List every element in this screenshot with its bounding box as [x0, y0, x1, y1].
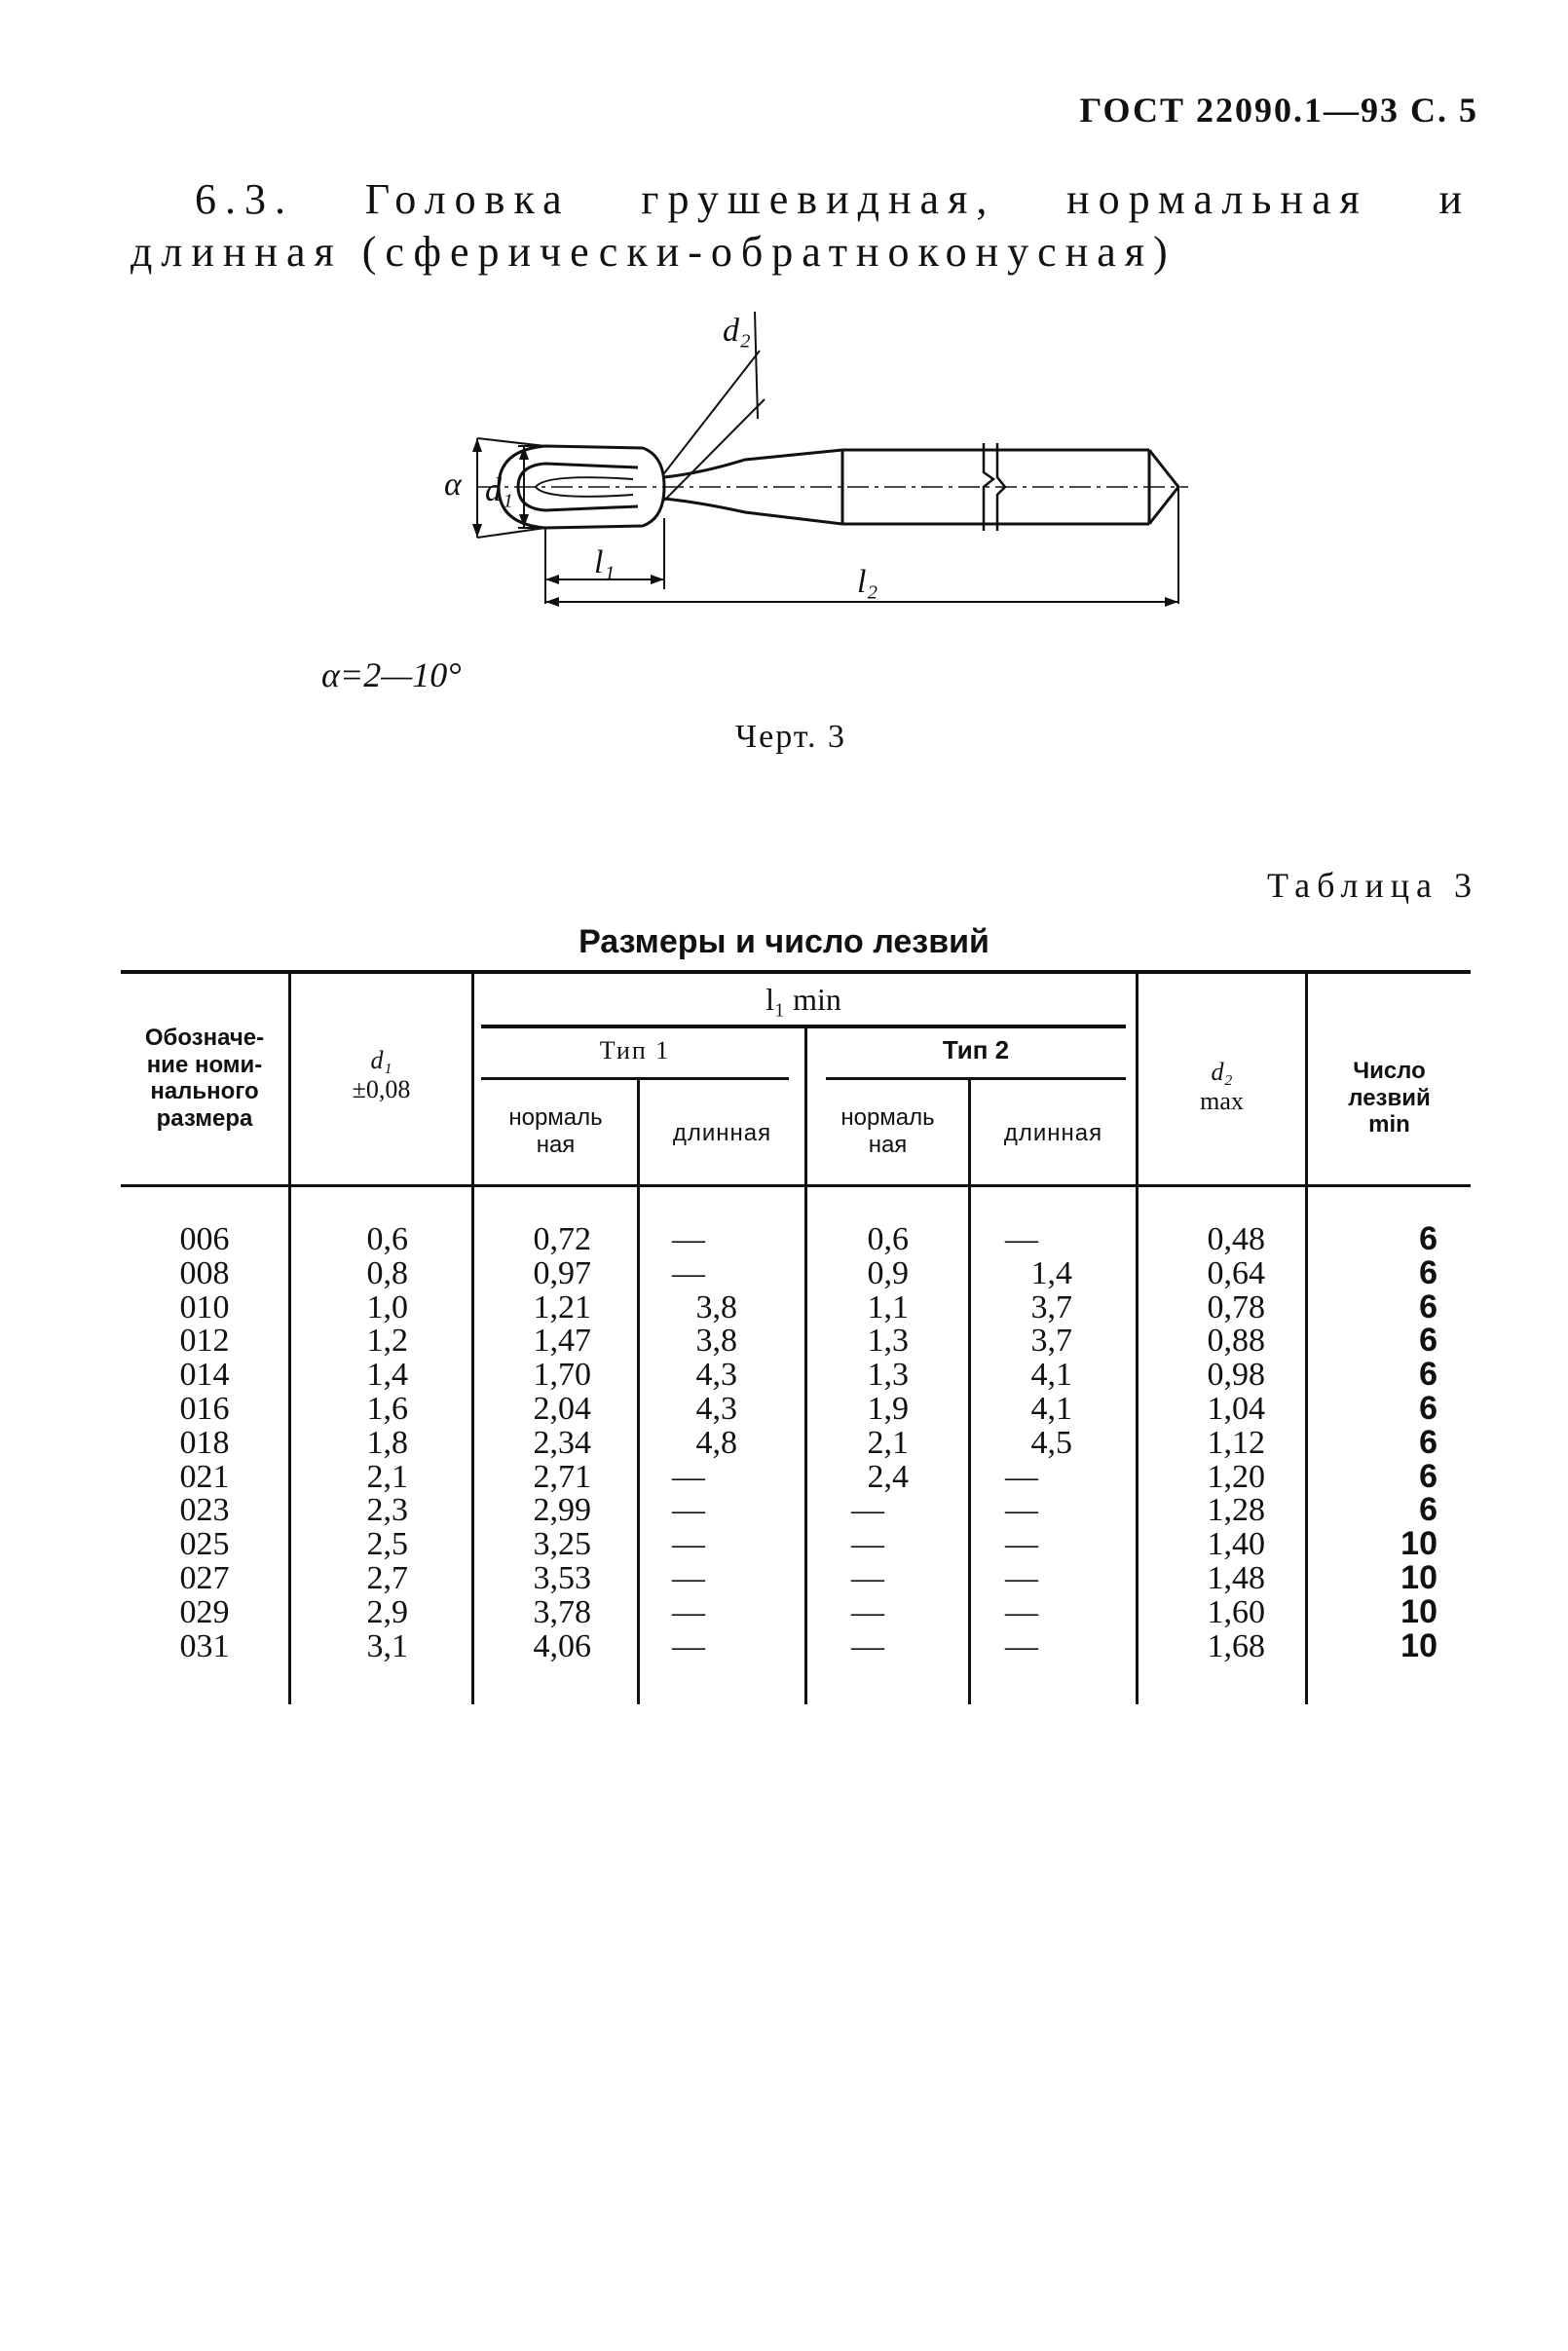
cell-blades: 10: [1400, 1592, 1437, 1630]
cell-type1-long: 4,8: [695, 1424, 737, 1461]
header-bottom-rule: [121, 1184, 1471, 1187]
cell-d1: 2,5: [366, 1526, 408, 1563]
cell-type1-long: —: [672, 1593, 705, 1630]
label-d1: d₁: [485, 472, 513, 508]
cell-blades: 6: [1419, 1253, 1437, 1291]
cell-type2-long: 3,7: [1030, 1288, 1072, 1325]
cell-d2: 0,88: [1207, 1323, 1265, 1360]
cell-type2-normal: 0,9: [867, 1254, 909, 1291]
cell-type2-long: —: [1005, 1221, 1038, 1257]
cell-d1: 1,2: [366, 1323, 408, 1360]
label-d2: d₂: [723, 313, 751, 349]
cell-d2: 1,40: [1207, 1526, 1265, 1563]
cell-type1-normal: 0,97: [533, 1254, 591, 1291]
cell-d2: 0,98: [1207, 1357, 1265, 1394]
label-l1: l₁: [594, 544, 616, 580]
cell-designation: 008: [179, 1254, 230, 1291]
type2-header-rule: [826, 1077, 1126, 1080]
cell-type1-long: 3,8: [695, 1288, 737, 1325]
section-heading-line-1: 6.3. Головка грушевидная, нормальная и: [195, 175, 1471, 223]
header-type1-long: длинная: [672, 1120, 772, 1146]
cell-type1-normal: 4,06: [533, 1627, 591, 1664]
cell-designation: 014: [179, 1357, 230, 1394]
cell-blades: 10: [1400, 1559, 1437, 1596]
cell-d2: 0,78: [1207, 1288, 1265, 1325]
header-blades: Число лезвий min: [1348, 1058, 1431, 1138]
cell-d2: 1,60: [1207, 1593, 1265, 1630]
alpha-note: α=2—10°: [321, 655, 462, 694]
type1-header-rule: [481, 1077, 789, 1080]
header-l1: l₁ min: [765, 982, 841, 1017]
cell-type1-normal: 0,72: [533, 1221, 591, 1257]
cell-type1-normal: 1,47: [533, 1323, 591, 1360]
cell-type1-long: —: [672, 1458, 705, 1495]
cell-type2-long: —: [1005, 1458, 1038, 1495]
cell-type2-normal: 2,1: [867, 1424, 909, 1461]
cell-type1-normal: 3,78: [533, 1593, 591, 1630]
header-type2-long: длинная: [1003, 1120, 1103, 1146]
cell-designation: 010: [179, 1288, 230, 1325]
cell-type2-normal: —: [851, 1627, 884, 1664]
header-d1: d₁ ±0,08: [352, 1046, 411, 1103]
cell-type2-normal: —: [851, 1526, 884, 1563]
cell-type1-long: —: [672, 1254, 705, 1291]
table-number: Таблица 3: [1267, 866, 1478, 905]
cell-d1: 1,0: [366, 1288, 408, 1325]
cell-blades: 6: [1419, 1287, 1437, 1325]
figure-caption: Черт. 3: [735, 719, 847, 755]
cell-d1: 2,9: [366, 1593, 408, 1630]
cell-d1: 0,8: [366, 1254, 408, 1291]
cell-type2-long: 4,5: [1030, 1424, 1072, 1461]
cell-type2-long: —: [1005, 1560, 1038, 1596]
cell-type1-long: —: [672, 1221, 705, 1257]
cell-type2-normal: —: [851, 1560, 884, 1596]
cell-type2-long: —: [1005, 1593, 1038, 1630]
cell-blades: 6: [1419, 1457, 1437, 1495]
cell-d2: 1,68: [1207, 1627, 1265, 1664]
cell-d1: 1,6: [366, 1391, 408, 1427]
cell-blades: 6: [1419, 1390, 1437, 1427]
cell-d1: 2,3: [366, 1492, 408, 1529]
cell-blades: 10: [1400, 1626, 1437, 1664]
cell-designation: 012: [179, 1323, 230, 1360]
cell-type1-normal: 3,25: [533, 1526, 591, 1563]
cell-type1-long: 4,3: [695, 1357, 737, 1394]
cell-d2: 1,12: [1207, 1424, 1265, 1461]
cell-type2-normal: 1,1: [867, 1288, 909, 1325]
label-alpha: α: [444, 466, 462, 503]
cell-d1: 2,7: [366, 1560, 408, 1596]
cell-blades: 6: [1419, 1423, 1437, 1461]
header-type1: Тип 1: [599, 1036, 671, 1064]
cell-designation: 018: [179, 1424, 230, 1461]
cell-designation: 027: [179, 1560, 230, 1596]
label-l2: l₂: [857, 564, 878, 600]
cell-type2-normal: 2,4: [867, 1458, 909, 1495]
cell-type1-long: 3,8: [695, 1323, 737, 1360]
cell-type2-normal: 1,9: [867, 1391, 909, 1427]
cell-type1-long: —: [672, 1492, 705, 1529]
cell-designation: 016: [179, 1391, 230, 1427]
cell-d1: 3,1: [366, 1627, 408, 1664]
cell-type1-long: —: [672, 1627, 705, 1664]
header-type1-normal: нормаль ная: [508, 1104, 603, 1158]
cell-d2: 1,20: [1207, 1458, 1265, 1495]
cell-d2: 0,64: [1207, 1254, 1265, 1291]
cell-type1-long: —: [672, 1560, 705, 1596]
cell-d1: 0,6: [366, 1221, 408, 1257]
cell-type2-normal: 1,3: [867, 1323, 909, 1360]
cell-type2-long: —: [1005, 1526, 1038, 1563]
cell-type1-normal: 1,21: [533, 1288, 591, 1325]
cell-type2-normal: 0,6: [867, 1221, 909, 1257]
cell-type2-long: 1,4: [1030, 1254, 1072, 1291]
cell-type2-long: 4,1: [1030, 1391, 1072, 1427]
cell-d2: 0,48: [1207, 1221, 1265, 1257]
cell-d2: 1,48: [1207, 1560, 1265, 1596]
cell-designation: 006: [179, 1221, 230, 1257]
cell-type2-long: —: [1005, 1627, 1038, 1664]
header-type2-normal: нормаль ная: [840, 1104, 935, 1158]
cell-d1: 1,8: [366, 1424, 408, 1461]
cell-type1-normal: 2,99: [533, 1492, 591, 1529]
cell-blades: 10: [1400, 1525, 1437, 1563]
section-heading-line-2: длинная (сферически-обратноконусная): [131, 228, 1176, 276]
header-designation: Обозначе- ние номи- нального размера: [144, 1025, 265, 1132]
cell-type2-long: —: [1005, 1492, 1038, 1529]
cell-designation: 031: [179, 1627, 230, 1664]
header-type2: Тип 2: [942, 1035, 1010, 1064]
cell-d2: 1,04: [1207, 1391, 1265, 1427]
l1-header-rule: [481, 1025, 1126, 1028]
table-top-rule: [121, 970, 1471, 974]
cell-designation: 029: [179, 1593, 230, 1630]
cell-type2-long: 3,7: [1030, 1323, 1072, 1360]
cell-designation: 021: [179, 1458, 230, 1495]
cell-type1-normal: 3,53: [533, 1560, 591, 1596]
cell-blades: 6: [1419, 1220, 1437, 1257]
cell-designation: 025: [179, 1526, 230, 1563]
page-header: ГОСТ 22090.1—93 С. 5: [1079, 91, 1478, 130]
cell-type2-normal: —: [851, 1492, 884, 1529]
cell-blades: 6: [1419, 1322, 1437, 1360]
cell-d1: 2,1: [366, 1458, 408, 1495]
cell-designation: 023: [179, 1492, 230, 1529]
cell-type1-long: —: [672, 1526, 705, 1563]
cell-type1-normal: 2,34: [533, 1424, 591, 1461]
cell-type2-long: 4,1: [1030, 1357, 1072, 1394]
cell-type2-normal: 1,3: [867, 1357, 909, 1394]
cell-type1-normal: 1,70: [533, 1357, 591, 1394]
cell-type1-normal: 2,71: [533, 1458, 591, 1495]
cell-blades: 6: [1419, 1356, 1437, 1394]
cell-blades: 6: [1419, 1491, 1437, 1529]
header-d2: d₂ max: [1200, 1058, 1244, 1115]
cell-type2-normal: —: [851, 1593, 884, 1630]
cell-type1-long: 4,3: [695, 1391, 737, 1427]
cell-type1-normal: 2,04: [533, 1391, 591, 1427]
cell-d1: 1,4: [366, 1357, 408, 1394]
cell-d2: 1,28: [1207, 1492, 1265, 1529]
table-title: Размеры и число лезвий: [579, 923, 989, 960]
